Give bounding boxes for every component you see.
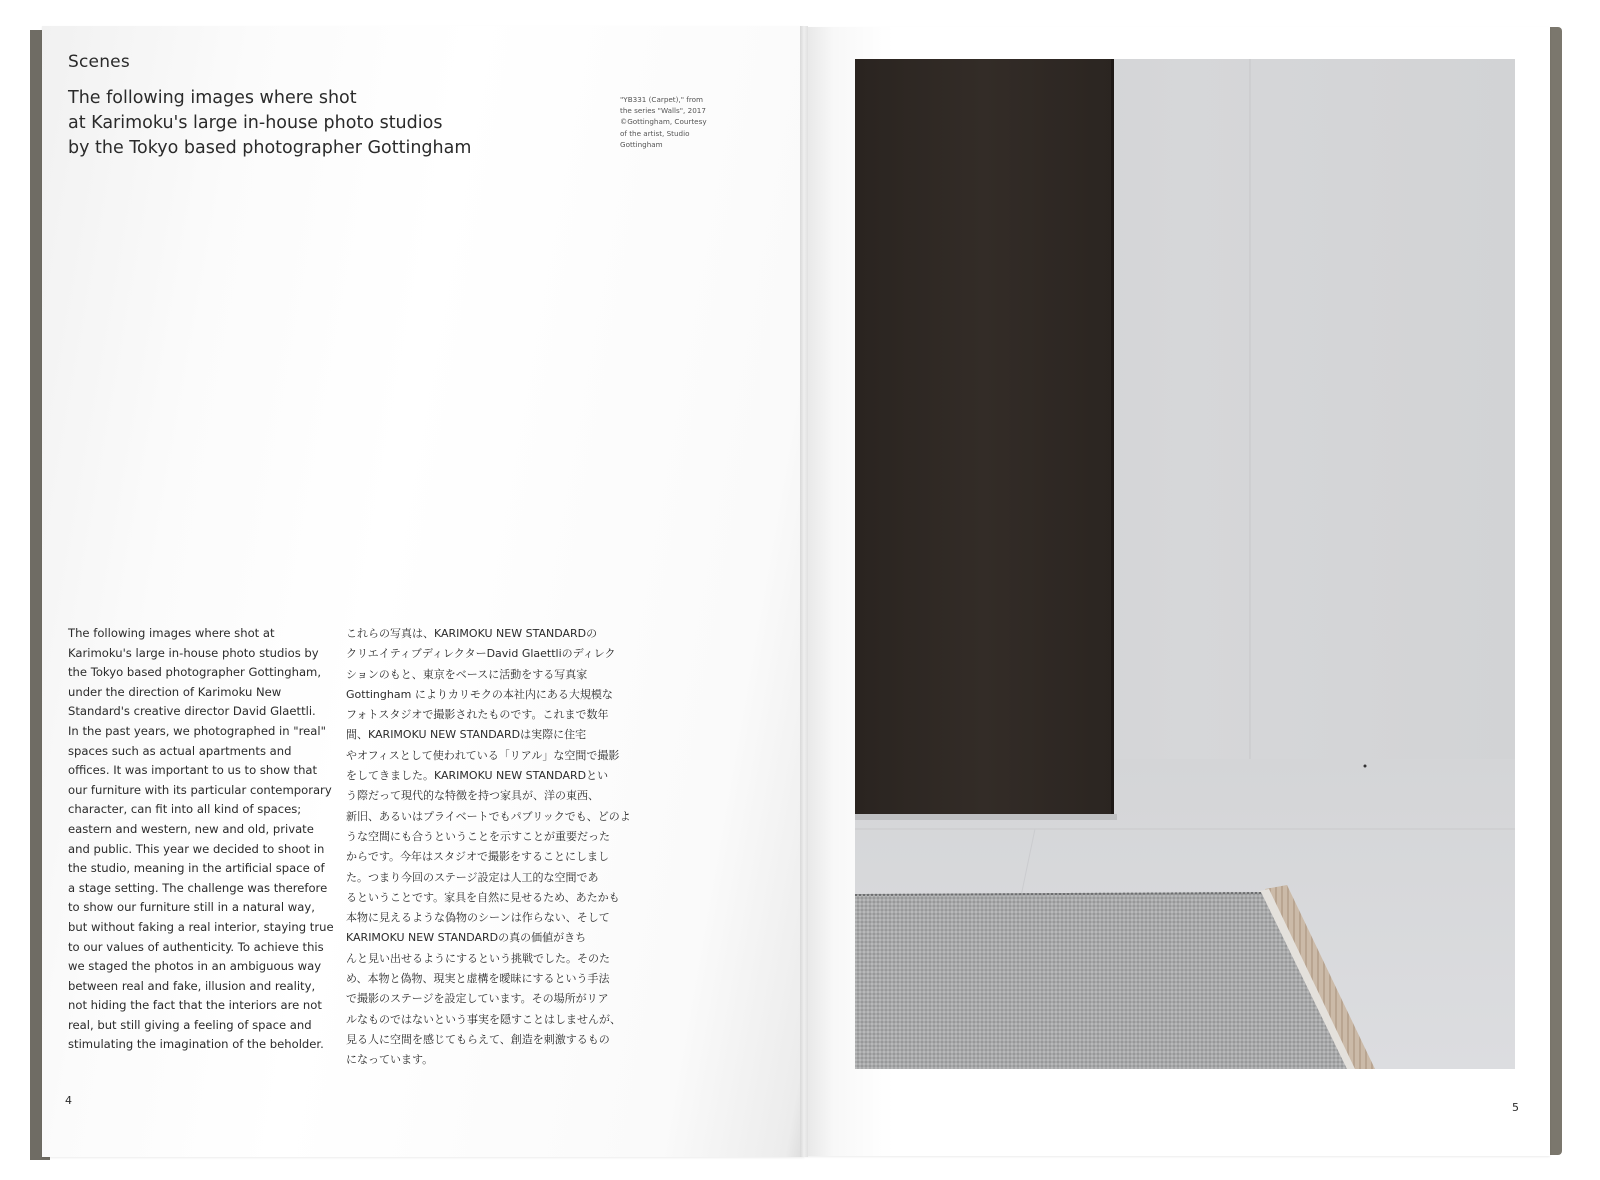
body-en-line: not hiding the fact that the interiors are not (68, 998, 322, 1013)
body-en-line: we staged the photos in an ambiguous way (68, 959, 322, 974)
caption-line: of the artist, Studio (620, 128, 690, 138)
body-en-line: to our values of authenticity. To achieve this (68, 939, 324, 954)
body-ja-line: 新旧、あるいはプライベートでもパブリックでも、どのよ (346, 809, 631, 823)
caption-line: the series "Walls", 2017 (620, 106, 706, 116)
intro-heading-line: at Karimoku's large in-house photo studios (68, 113, 443, 133)
intro-heading-line: The following images where shot (68, 88, 357, 108)
page-number-right: 5 (1512, 1101, 1519, 1114)
body-text-english (68, 624, 338, 1055)
body-en-line: our furniture with its particular contemporary (68, 782, 332, 797)
body-en-line: stimulating the imagination of the beholder. (68, 1037, 324, 1052)
page-number-left: 4 (65, 1094, 72, 1107)
caption-line: ©Gottingham, Courtesy (620, 117, 707, 127)
body-en-line: real, but still giving a feeling of space and (68, 1017, 312, 1032)
intro-heading-line: by the Tokyo based photographer Gottingham (68, 138, 472, 158)
floor-mark (1364, 765, 1367, 768)
body-en-line: the studio, meaning in the artificial space of (68, 861, 325, 876)
body-ja-line: Gottingham によりカリモクの本社内にある大規模な (346, 687, 613, 701)
body-ja-line: め、本物と偽物、現実と虚構を曖昧にするという手法 (346, 972, 610, 986)
body-ja-line: ルなものではないという事実を隠すことはしませんが、 (346, 1012, 621, 1026)
body-ja-line: をしてきました。KARIMOKU NEW STANDARDとい (346, 769, 609, 783)
body-ja-line: 本物に見えるような偽物のシーンは作らない、そして (346, 911, 610, 925)
body-en-line: a stage setting. The challenge was therefore (68, 880, 328, 895)
body-ja-line: フォトスタジオで撮影されたものです。これまで数年 (346, 708, 609, 722)
body-en-line: to show our furniture still in a natural way, (68, 900, 315, 915)
body-ja-line: う際だって現代的な特徴を持つ家具が、洋の東西、 (346, 789, 599, 803)
body-en-line: offices. It was important to us to show that (68, 763, 318, 778)
body-ja-line: やオフィスとして使われている「リアル」な空間で撮影 (346, 748, 620, 762)
body-en-line: eastern and western, new and old, private (68, 821, 314, 836)
body-ja-line: KARIMOKU NEW STANDARDの真の価値がきち (346, 931, 587, 945)
book-cover-edge-right (1548, 27, 1562, 1155)
body-en-line: In the past years, we photographed in "real" (68, 723, 326, 738)
body-en-line: Standard's creative director David Glaettli. (68, 704, 316, 719)
grey-rug (855, 892, 1347, 1069)
body-en-line: but without faking a real interior, staying true (68, 919, 334, 934)
dark-wooden-panel (855, 59, 1113, 814)
panel-shadow (855, 814, 1117, 820)
body-ja-line: た。つまり今回のステージ設定は人工的な空間であ (346, 870, 599, 884)
body-en-line: the Tokyo based photographer Gottingham, (68, 665, 322, 680)
body-en-line: spaces such as actual apartments and (68, 743, 292, 758)
body-ja-line: になっています。 (346, 1053, 434, 1067)
intro-heading (68, 86, 588, 161)
body-ja-line: で撮影のステージを設定しています。その場所がリア (346, 992, 609, 1006)
body-ja-line: んと見い出せるようにするという挑戦でした。そのた (346, 951, 610, 965)
body-ja-line: ションのもと、東京をベースに活動をする写真家 (346, 667, 588, 681)
book-gutter (800, 26, 808, 1157)
body-ja-line: るということです。家具を自然に見せるため、あたかも (346, 890, 620, 904)
studio-photo-illustration (855, 59, 1515, 1069)
body-ja-line: クリエイティブディレクターDavid Glaettliのディレク (346, 647, 616, 661)
body-ja-line: 見る人に空間を感じてもらえて、創造を刺激するもの (346, 1032, 610, 1046)
body-en-line: under the direction of Karimoku New (68, 684, 282, 699)
body-ja-line: うな空間にも合うということを示すことが重要だった (346, 829, 610, 843)
body-en-line: Karimoku's large in-house photo studios by (68, 645, 319, 660)
caption-line: Gottingham (620, 139, 663, 149)
studio-photograph (855, 59, 1515, 1069)
body-text-japanese (346, 624, 631, 1071)
section-title: Scenes (68, 52, 130, 72)
body-en-line: character, can fit into all kind of spaces; (68, 802, 302, 817)
photo-caption (620, 94, 730, 150)
panel-edge (1111, 59, 1114, 814)
caption-line: "YB331 (Carpet)," from (620, 95, 704, 104)
body-en-line: between real and fake, illusion and reality, (68, 978, 316, 993)
body-en-line: and public. This year we decided to shoot in (68, 841, 325, 856)
body-en-line: The following images where shot at (68, 626, 275, 640)
body-ja-line: からです。今年はスタジオで撮影をすることにしまし (346, 850, 610, 864)
body-ja-line: これらの写真は、KARIMOKU NEW STANDARDの (346, 627, 598, 640)
body-ja-line: 間、KARIMOKU NEW STANDARDは実際に住宅 (346, 728, 587, 742)
